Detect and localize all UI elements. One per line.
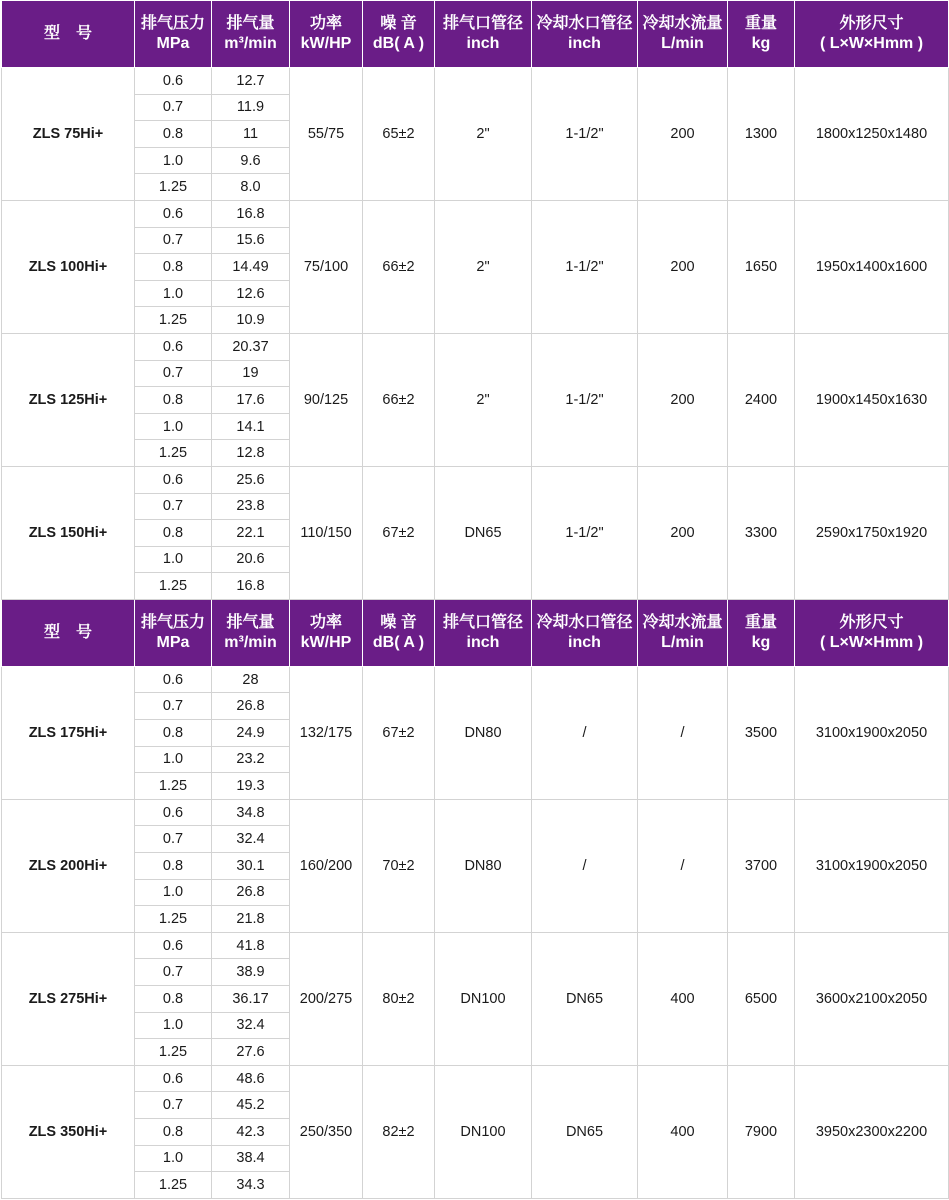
- header-unit: kW/HP: [300, 35, 352, 52]
- pressure-cell: 0.7: [135, 493, 212, 520]
- table-row: [2, 466, 949, 493]
- water-pipe-cell: 1-1/2": [532, 333, 638, 466]
- flow-cell: 8.0: [212, 174, 290, 201]
- header-label: 外形尺寸: [839, 15, 904, 32]
- header-unit: inch: [568, 35, 601, 52]
- pressure-cell: 1.25: [135, 906, 212, 933]
- pressure-cell: 1.0: [135, 546, 212, 573]
- weight-cell: 3500: [728, 666, 795, 799]
- header-outlet: [435, 1, 532, 68]
- pressure-cell: 1.0: [135, 413, 212, 440]
- header-model: [2, 1, 135, 68]
- header-water-flow: [638, 1, 728, 68]
- flow-cell: 45.2: [212, 1092, 290, 1119]
- model-name: ZLS 350Hi+: [2, 1065, 135, 1198]
- pressure-cell: 0.6: [135, 200, 212, 227]
- noise-cell: 65±2: [363, 68, 435, 201]
- flow-cell: 11.9: [212, 94, 290, 121]
- model-name: ZLS 75Hi+: [2, 68, 135, 201]
- flow-cell: 14.49: [212, 254, 290, 281]
- noise-cell: 82±2: [363, 1065, 435, 1198]
- flow-cell: 20.6: [212, 546, 290, 573]
- pressure-cell: 1.0: [135, 147, 212, 174]
- water-flow-cell: 400: [638, 1065, 728, 1198]
- pressure-cell: 1.25: [135, 440, 212, 467]
- weight-cell: 1650: [728, 200, 795, 333]
- header-label: 排气压力: [140, 15, 205, 32]
- power-cell: 110/150: [290, 466, 363, 599]
- flow-cell: 32.4: [212, 826, 290, 853]
- water-pipe-cell: 1-1/2": [532, 68, 638, 201]
- header-pressure: [135, 1, 212, 68]
- header-label: 排气口管径: [442, 15, 523, 32]
- pressure-cell: 0.6: [135, 666, 212, 693]
- flow-cell: 25.6: [212, 466, 290, 493]
- flow-cell: 30.1: [212, 853, 290, 880]
- pressure-cell: 1.0: [135, 280, 212, 307]
- flow-cell: 19: [212, 360, 290, 387]
- pressure-cell: 0.6: [135, 799, 212, 826]
- power-cell: 55/75: [290, 68, 363, 201]
- model-name: ZLS 100Hi+: [2, 200, 135, 333]
- header-power: [290, 599, 363, 666]
- header-label: 功率: [309, 15, 342, 32]
- table-row: [2, 799, 949, 826]
- water-flow-cell: 400: [638, 932, 728, 1065]
- flow-cell: 34.3: [212, 1172, 290, 1199]
- flow-cell: 22.1: [212, 520, 290, 547]
- flow-cell: 19.3: [212, 773, 290, 800]
- header-unit: ( L×W×Hmm ): [819, 35, 924, 52]
- header-unit: MPa: [156, 633, 190, 651]
- header-water-pipe: [532, 599, 638, 666]
- header-power: [290, 1, 363, 68]
- header-flow: [212, 1, 290, 68]
- outlet-cell: 2": [435, 333, 532, 466]
- header-unit: inch: [568, 633, 601, 651]
- pressure-cell: 0.8: [135, 720, 212, 747]
- dimensions-cell: 2590x1750x1920: [795, 466, 949, 599]
- header-label: 型 号: [43, 25, 92, 42]
- model-name: ZLS 275Hi+: [2, 932, 135, 1065]
- outlet-cell: DN100: [435, 1065, 532, 1198]
- weight-cell: 3300: [728, 466, 795, 599]
- header-label: 重量: [744, 613, 777, 631]
- pressure-cell: 0.7: [135, 826, 212, 853]
- water-pipe-cell: DN65: [532, 932, 638, 1065]
- flow-cell: 23.8: [212, 493, 290, 520]
- dimensions-cell: 3100x1900x2050: [795, 666, 949, 799]
- flow-cell: 14.1: [212, 413, 290, 440]
- header-unit: inch: [466, 633, 500, 651]
- header-noise: [363, 599, 435, 666]
- header-model: [2, 599, 135, 666]
- header-unit: ( L×W×Hmm ): [819, 633, 924, 651]
- dimensions-cell: 3600x2100x2050: [795, 932, 949, 1065]
- flow-cell: 16.8: [212, 200, 290, 227]
- header-label: 冷却水流量: [642, 15, 723, 32]
- dimensions-cell: 3950x2300x2200: [795, 1065, 949, 1198]
- outlet-cell: DN100: [435, 932, 532, 1065]
- header-outlet: [435, 599, 532, 666]
- flow-cell: 12.8: [212, 440, 290, 467]
- pressure-cell: 0.7: [135, 1092, 212, 1119]
- table-row: [2, 68, 949, 95]
- pressure-cell: 1.0: [135, 1145, 212, 1172]
- flow-cell: 38.9: [212, 959, 290, 986]
- noise-cell: 67±2: [363, 466, 435, 599]
- header-unit: kW/HP: [300, 633, 352, 651]
- header-label: 冷却水口管径: [536, 15, 633, 32]
- pressure-cell: 0.8: [135, 853, 212, 880]
- pressure-cell: 1.25: [135, 773, 212, 800]
- header-unit: kg: [751, 633, 771, 651]
- water-pipe-cell: /: [532, 666, 638, 799]
- header-label: 排气量: [226, 15, 275, 32]
- flow-cell: 9.6: [212, 147, 290, 174]
- outlet-cell: 2": [435, 200, 532, 333]
- flow-cell: 12.6: [212, 280, 290, 307]
- flow-cell: 16.8: [212, 573, 290, 600]
- header-dimensions: [795, 1, 949, 68]
- pressure-cell: 0.8: [135, 986, 212, 1013]
- spec-table-body: [2, 1, 949, 1199]
- pressure-cell: 0.8: [135, 121, 212, 148]
- water-flow-cell: 200: [638, 200, 728, 333]
- header-row: [2, 599, 949, 666]
- pressure-cell: 0.6: [135, 333, 212, 360]
- pressure-cell: 0.7: [135, 360, 212, 387]
- header-label: 外形尺寸: [839, 613, 904, 631]
- pressure-cell: 1.25: [135, 1039, 212, 1066]
- noise-cell: 80±2: [363, 932, 435, 1065]
- table-row: [2, 666, 949, 693]
- noise-cell: 66±2: [363, 200, 435, 333]
- pressure-cell: 1.25: [135, 573, 212, 600]
- pressure-cell: 0.8: [135, 387, 212, 414]
- dimensions-cell: 1800x1250x1480: [795, 68, 949, 201]
- flow-cell: 34.8: [212, 799, 290, 826]
- header-label: 功率: [309, 613, 342, 631]
- flow-cell: 11: [212, 121, 290, 148]
- flow-cell: 42.3: [212, 1118, 290, 1145]
- header-flow: [212, 599, 290, 666]
- dimensions-cell: 1950x1400x1600: [795, 200, 949, 333]
- model-name: ZLS 175Hi+: [2, 666, 135, 799]
- pressure-cell: 1.0: [135, 746, 212, 773]
- model-name: ZLS 150Hi+: [2, 466, 135, 599]
- pressure-cell: 0.6: [135, 466, 212, 493]
- water-flow-cell: 200: [638, 466, 728, 599]
- water-pipe-cell: 1-1/2": [532, 200, 638, 333]
- flow-cell: 28: [212, 666, 290, 693]
- flow-cell: 41.8: [212, 932, 290, 959]
- header-noise: [363, 1, 435, 68]
- pressure-cell: 1.0: [135, 1012, 212, 1039]
- flow-cell: 26.8: [212, 693, 290, 720]
- pressure-cell: 0.8: [135, 254, 212, 281]
- header-label: 噪 音: [380, 15, 417, 32]
- flow-cell: 20.37: [212, 333, 290, 360]
- pressure-cell: 1.0: [135, 879, 212, 906]
- noise-cell: 67±2: [363, 666, 435, 799]
- model-name: ZLS 200Hi+: [2, 799, 135, 932]
- weight-cell: 6500: [728, 932, 795, 1065]
- flow-cell: 15.6: [212, 227, 290, 254]
- table-row: [2, 1065, 949, 1092]
- dimensions-cell: 3100x1900x2050: [795, 799, 949, 932]
- pressure-cell: 1.25: [135, 1172, 212, 1199]
- flow-cell: 10.9: [212, 307, 290, 334]
- flow-cell: 32.4: [212, 1012, 290, 1039]
- pressure-cell: 0.7: [135, 693, 212, 720]
- power-cell: 160/200: [290, 799, 363, 932]
- water-flow-cell: 200: [638, 333, 728, 466]
- power-cell: 90/125: [290, 333, 363, 466]
- pressure-cell: 0.8: [135, 1118, 212, 1145]
- outlet-cell: DN80: [435, 666, 532, 799]
- water-pipe-cell: DN65: [532, 1065, 638, 1198]
- header-label: 重量: [744, 15, 777, 32]
- noise-cell: 70±2: [363, 799, 435, 932]
- header-label: 噪 音: [380, 613, 417, 631]
- weight-cell: 1300: [728, 68, 795, 201]
- power-cell: 132/175: [290, 666, 363, 799]
- table-row: [2, 333, 949, 360]
- header-label: 排气压力: [140, 613, 205, 631]
- header-label: 冷却水口管径: [536, 613, 633, 631]
- flow-cell: 48.6: [212, 1065, 290, 1092]
- header-pressure: [135, 599, 212, 666]
- pressure-cell: 0.7: [135, 959, 212, 986]
- header-unit: L/min: [661, 633, 704, 651]
- header-label: 型 号: [43, 623, 92, 641]
- header-unit: dB( A ): [372, 633, 425, 651]
- outlet-cell: DN80: [435, 799, 532, 932]
- header-unit: m³/min: [224, 35, 277, 52]
- spec-table: [1, 0, 949, 1199]
- flow-cell: 23.2: [212, 746, 290, 773]
- pressure-cell: 0.8: [135, 520, 212, 547]
- flow-cell: 24.9: [212, 720, 290, 747]
- header-unit: L/min: [661, 35, 704, 52]
- header-label: 冷却水流量: [642, 613, 723, 631]
- header-label: 排气量: [226, 613, 275, 631]
- power-cell: 200/275: [290, 932, 363, 1065]
- weight-cell: 3700: [728, 799, 795, 932]
- flow-cell: 17.6: [212, 387, 290, 414]
- water-pipe-cell: /: [532, 799, 638, 932]
- pressure-cell: 0.7: [135, 227, 212, 254]
- outlet-cell: DN65: [435, 466, 532, 599]
- header-row: [2, 1, 949, 68]
- pressure-cell: 1.25: [135, 174, 212, 201]
- dimensions-cell: 1900x1450x1630: [795, 333, 949, 466]
- table-row: [2, 200, 949, 227]
- flow-cell: 21.8: [212, 906, 290, 933]
- water-flow-cell: /: [638, 799, 728, 932]
- header-unit: dB( A ): [372, 35, 425, 52]
- header-weight: [728, 599, 795, 666]
- outlet-cell: 2": [435, 68, 532, 201]
- pressure-cell: 0.6: [135, 68, 212, 95]
- header-unit: kg: [751, 35, 771, 52]
- model-name: ZLS 125Hi+: [2, 333, 135, 466]
- flow-cell: 26.8: [212, 879, 290, 906]
- flow-cell: 27.6: [212, 1039, 290, 1066]
- header-unit: inch: [466, 35, 500, 52]
- header-label: 排气口管径: [442, 613, 523, 631]
- noise-cell: 66±2: [363, 333, 435, 466]
- header-water-flow: [638, 599, 728, 666]
- header-dimensions: [795, 599, 949, 666]
- water-flow-cell: 200: [638, 68, 728, 201]
- weight-cell: 7900: [728, 1065, 795, 1198]
- water-pipe-cell: 1-1/2": [532, 466, 638, 599]
- pressure-cell: 0.6: [135, 1065, 212, 1092]
- power-cell: 250/350: [290, 1065, 363, 1198]
- header-weight: [728, 1, 795, 68]
- header-water-pipe: [532, 1, 638, 68]
- pressure-cell: 0.6: [135, 932, 212, 959]
- flow-cell: 38.4: [212, 1145, 290, 1172]
- flow-cell: 36.17: [212, 986, 290, 1013]
- water-flow-cell: /: [638, 666, 728, 799]
- header-unit: MPa: [156, 35, 190, 52]
- power-cell: 75/100: [290, 200, 363, 333]
- table-row: [2, 932, 949, 959]
- pressure-cell: 0.7: [135, 94, 212, 121]
- header-unit: m³/min: [224, 633, 277, 651]
- weight-cell: 2400: [728, 333, 795, 466]
- pressure-cell: 1.25: [135, 307, 212, 334]
- flow-cell: 12.7: [212, 68, 290, 95]
